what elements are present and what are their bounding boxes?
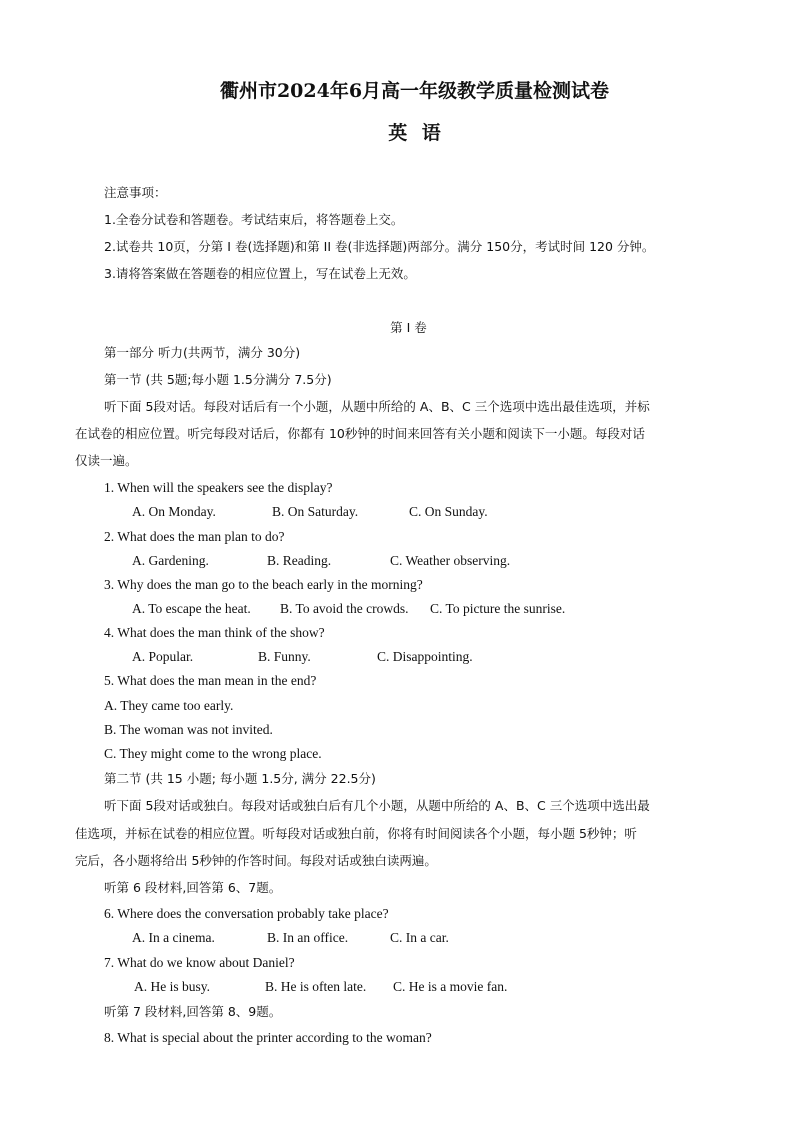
option-b: B. The woman was not invited. [104,722,273,737]
option-b: B. To avoid the crowds. [280,601,409,616]
option-b: B. On Saturday. [272,504,359,519]
question-3-options [0,601,793,619]
question-4: 4. What does the man think of the show? [104,625,325,640]
option-c: C. To picture the sunrise. [430,601,566,616]
option-b: B. In an office. [267,930,349,945]
notice-item-1: 1.全卷分试卷和答题卷。考试结束后，将答题卷上交。 [104,212,404,227]
question-3: 3. Why does the man go to the beach early in the morning? [104,577,423,592]
subject-title: 英 语 [388,122,445,144]
notice-item-3: 3.请将答案做在答题卷的相应位置上，写在试卷上无效。 [104,266,416,281]
volume-heading: 第 I 卷 [390,320,427,335]
section1-instruction-line: 仅读一遍。 [75,453,138,468]
option-c: C. They might come to the wrong place. [104,746,322,761]
option-a: A. He is busy. [134,979,210,994]
option-b: B. He is often late. [265,979,367,994]
option-c: C. In a car. [390,930,449,945]
option-c: C. Disappointing. [377,649,473,664]
question-1: 1. When will the speakers see the display? [104,480,333,495]
question-2-options [0,553,793,571]
option-a: A. Gardening. [132,553,209,568]
question-2: 2. What does the man plan to do? [104,529,285,544]
option-a: A. They came too early. [104,698,234,713]
question-8: 8. What is special about the printer according to the woman? [104,1030,432,1045]
part1-heading: 第一部分 听力(共两节，满分 30分) [104,345,301,360]
question-1-options [0,504,793,522]
section1-heading: 第一节 (共 5题;每小题 1.5分满分 7.5分) [104,372,332,387]
option-a: A. To escape the heat. [132,601,251,616]
notice-heading: 注意事项： [104,185,167,200]
question-7-options [0,979,793,997]
option-a: A. In a cinema. [132,930,215,945]
notice-item-2: 2.试卷共 10页，分第 I 卷(选择题)和第 II 卷(非选择题)两部分。满分 150分，考试时间 120 分钟。 [104,239,655,254]
section2-instruction-line: 完后，各小题将给出 5秒钟的作答时间。每段对话或独白读两遍。 [75,853,437,868]
option-c: C. Weather observing. [390,553,511,568]
section1-instruction-line: 在试卷的相应位置。听完每段对话后，你都有 10秒钟的时间来回答有关小题和阅读下一小题。每段对话 [75,426,645,441]
option-c: C. He is a movie fan. [393,979,508,994]
question-6-options [0,930,793,948]
option-b: B. Reading. [267,553,332,568]
option-b: B. Funny. [258,649,311,664]
option-c: C. On Sunday. [409,504,488,519]
question-5: 5. What does the man mean in the end? [104,673,317,688]
question-7: 7. What do we know about Daniel? [104,955,295,970]
option-a: A. On Monday. [132,504,216,519]
exam-title: 衢州市2024年6月高一年级教学质量检测试卷 [219,80,610,102]
section2-instruction-line: 听下面 5段对话或独白。每段对话或独白后有几个小题，从题中所给的 A、B、C 三个选项中选出最 [104,798,650,813]
material-6-heading: 听第 6 段材料,回答第 6、7题。 [104,880,282,895]
section1-instruction-line: 听下面 5段对话。每段对话后有一个小题，从题中所给的 A、B、C 三个选项中选出最佳选项，并标 [104,399,650,414]
option-a: A. Popular. [132,649,194,664]
question-4-options [0,649,793,667]
question-6: 6. Where does the conversation probably take place? [104,906,389,921]
material-7-heading: 听第 7 段材料,回答第 8、9题。 [104,1004,282,1019]
section2-instruction-line: 佳选项，并标在试卷的相应位置。听每段对话或独白前，你将有时间阅读各个小题，每小题 5秒钟；听 [75,826,637,841]
section2-heading: 第二节 (共 15 小题; 每小题 1.5分, 满分 22.5分) [104,771,376,786]
